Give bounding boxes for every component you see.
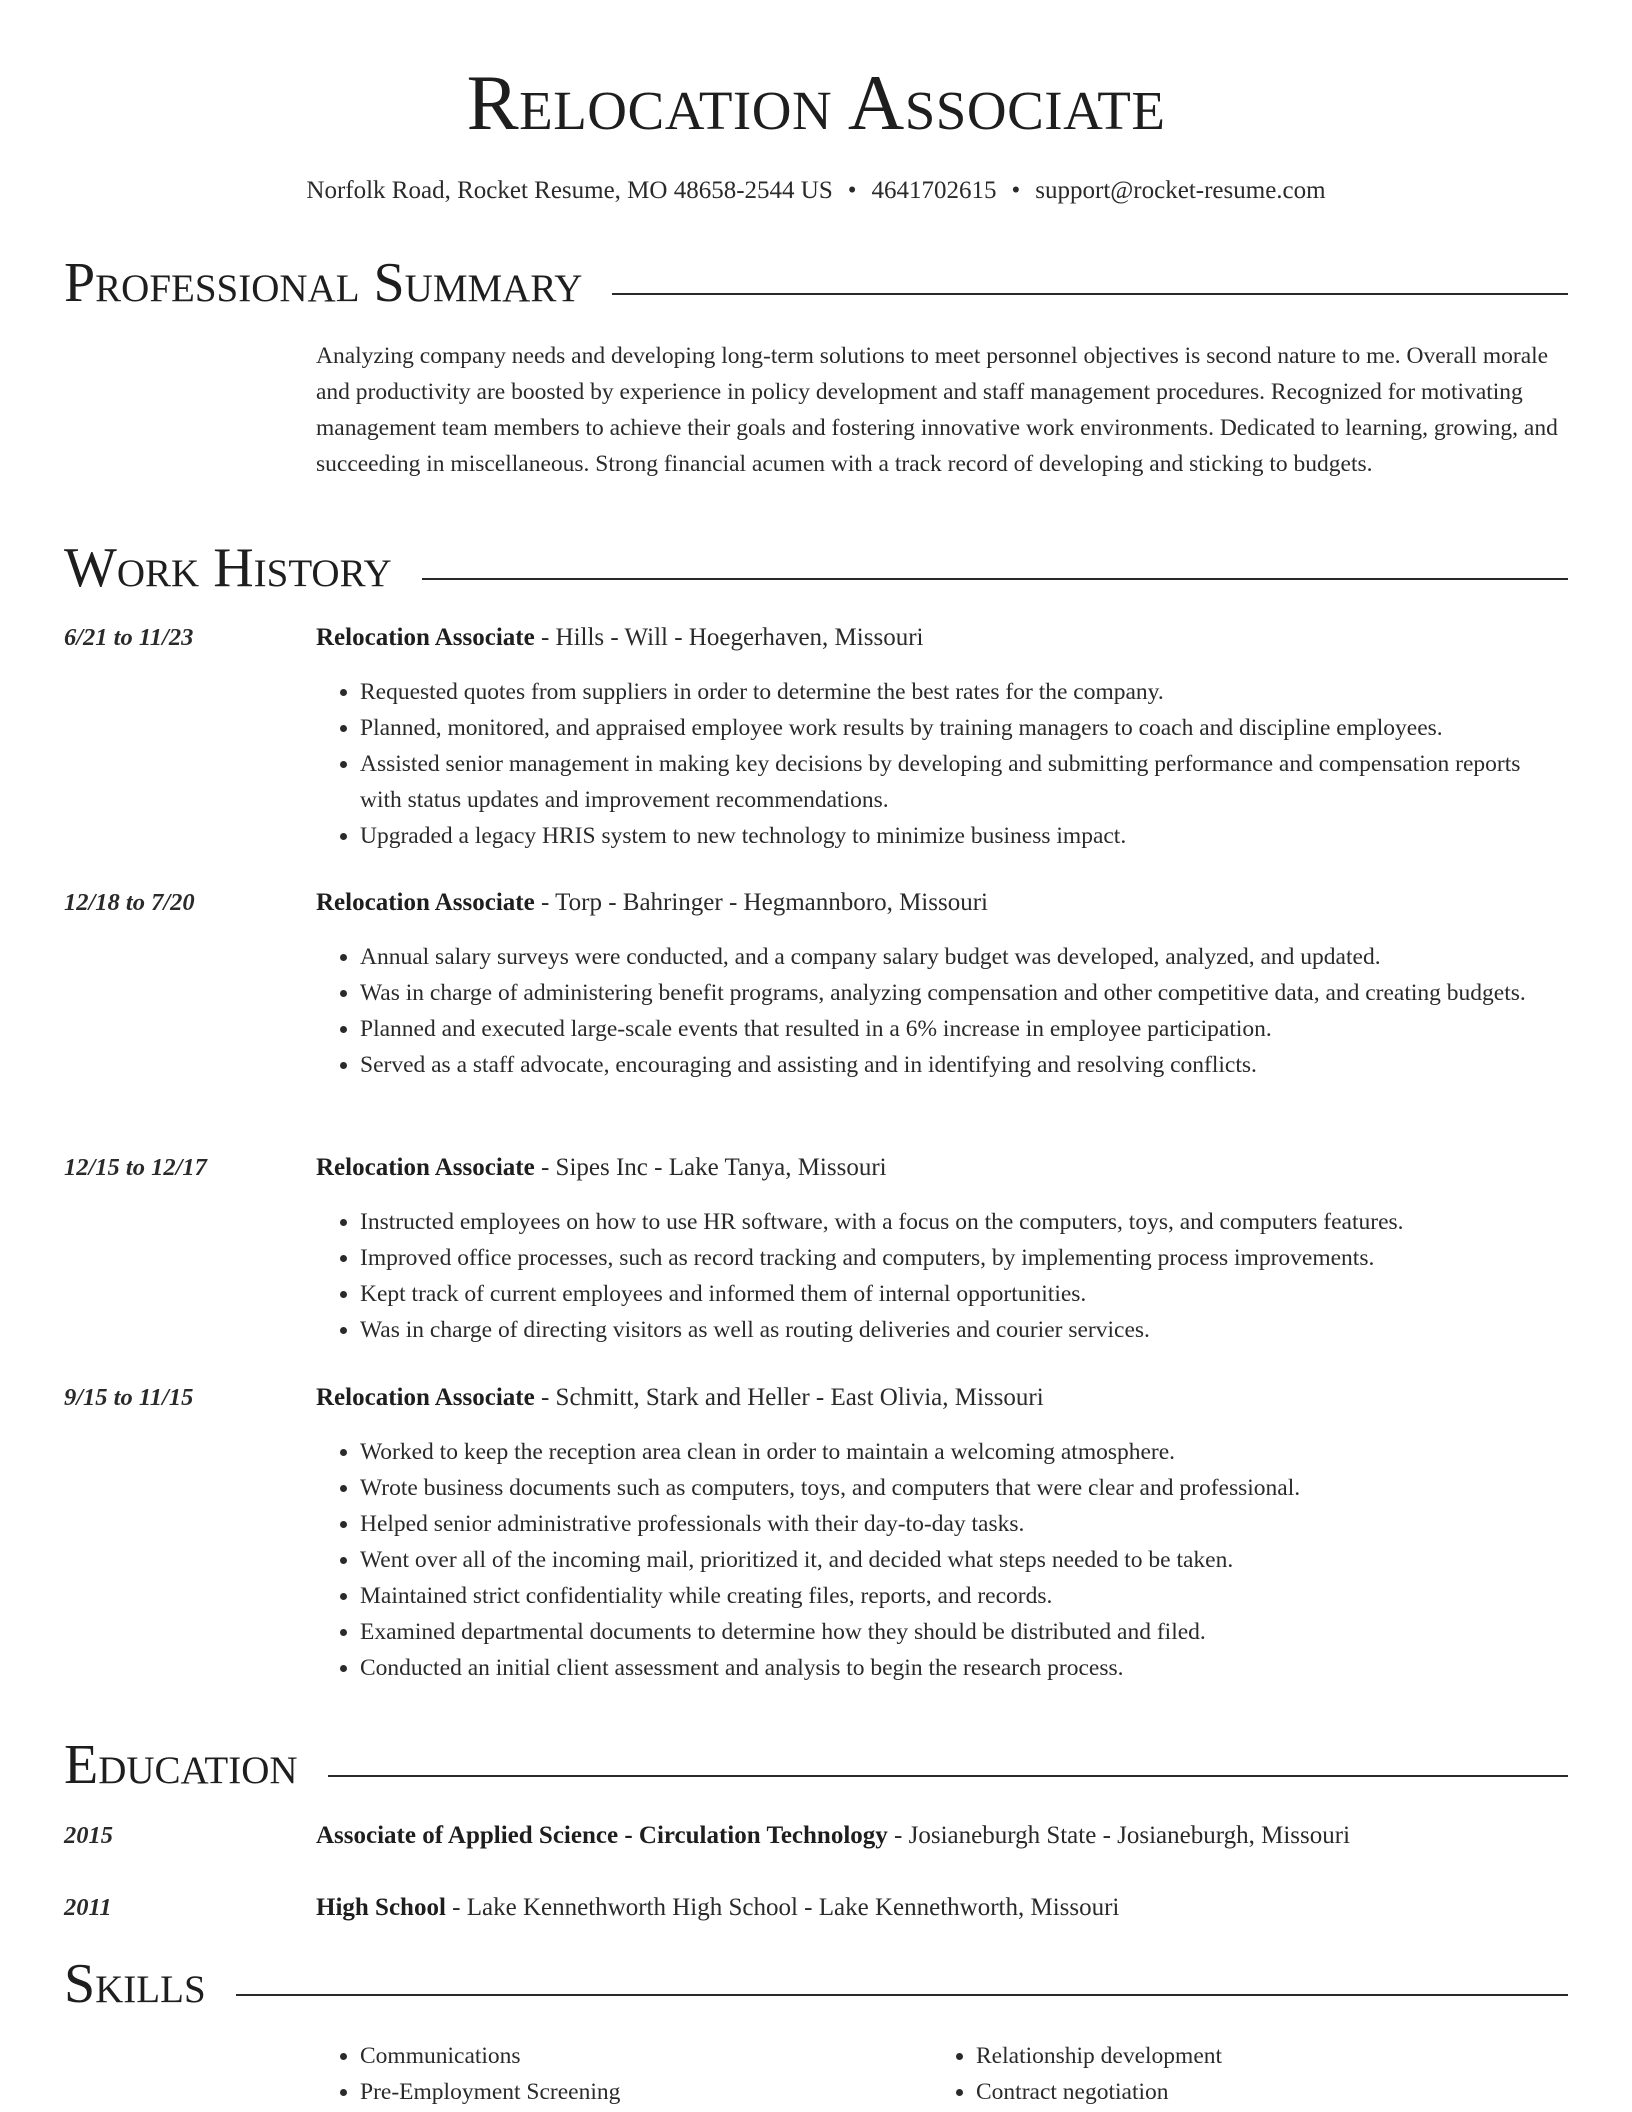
education-entry: [64, 1818, 1568, 1858]
summary-text: Analyzing company needs and developing long-term solutions to meet personnel objectives is second nature to me. Overall morale and productivity are boosted by experience in policy development and staff management procedures. Recognized for motivating management team members to achieve their goals and fostering innovative work environments. Dedicated to learning, growing, and succeeding in miscellaneous. Strong financial acumen with a track record of developing and sticking to budgets.: [316, 343, 1558, 477]
job-role: Relocation Associate: [316, 624, 535, 651]
section-heading-skills: [64, 1951, 1568, 2017]
list-item: • Improved office processes, such as record tracking and computers, by implementing process improvements.: [360, 1240, 1568, 1276]
education-heading: [316, 1818, 1350, 1854]
list-item: • Examined departmental documents to determine how they should be distributed and filed.: [360, 1614, 1568, 1650]
job-heading: [316, 1380, 1044, 1416]
education-degree: Associate of Applied Science - Circulation Technology: [316, 1822, 888, 1849]
section-title: Work History: [64, 535, 422, 601]
job-bullets: [316, 1434, 1568, 1686]
list-item: • Upgraded a legacy HRIS system to new technology to minimize business impact.: [360, 818, 1568, 854]
skills-list-left: [316, 2038, 920, 2110]
section-title: Skills: [64, 1951, 236, 2017]
list-item: • Requested quotes from suppliers in order to determine the best rates for the company.: [360, 674, 1568, 710]
skill-item: • Contract negotiation: [976, 2074, 1576, 2110]
skills-list-right: [932, 2038, 1576, 2110]
education-details: - Josianeburgh State - Josianeburgh, Missouri: [887, 1822, 1351, 1849]
address: Norfolk Road, Rocket Resume, MO 48658-2544 US: [306, 177, 833, 204]
job-date: 12/18 to 7/20: [64, 889, 195, 916]
list-item: • Worked to keep the reception area clean in order to maintain a welcoming atmosphere.: [360, 1434, 1568, 1470]
education-details: - Lake Kennethworth High School - Lake Kennethworth, Missouri: [445, 1894, 1120, 1921]
job-date: 12/15 to 12/17: [64, 1154, 207, 1181]
phone: 4641702615: [871, 177, 997, 204]
skill-item: • Relationship development: [976, 2038, 1576, 2074]
list-item: • Annual salary surveys were conducted, and a company salary budget was developed, analyzed, and updated.: [360, 939, 1568, 975]
section-rule: [64, 1994, 1568, 1996]
job-date: 9/15 to 11/15: [64, 1384, 194, 1411]
skill-item: • Communications: [360, 2038, 920, 2074]
skill-item: • Pre-Employment Screening: [360, 2074, 920, 2110]
section-heading-work: [64, 535, 1568, 601]
list-item: • Served as a staff advocate, encouraging and assisting and in identifying and resolving conflicts.: [360, 1047, 1568, 1083]
education-year: 2015: [64, 1822, 113, 1849]
job-heading: [316, 885, 988, 921]
job-role: Relocation Associate: [316, 1384, 535, 1411]
job-role: Relocation Associate: [316, 1154, 535, 1181]
job-details: - Sipes Inc - Lake Tanya, Missouri: [534, 1154, 887, 1181]
list-item: • Went over all of the incoming mail, prioritized it, and decided what steps needed to be taken.: [360, 1542, 1568, 1578]
job-bullets: [316, 1204, 1568, 1348]
list-item: • Kept track of current employees and informed them of internal opportunities.: [360, 1276, 1568, 1312]
job-date: 6/21 to 11/23: [64, 624, 194, 651]
email-link[interactable]: support@rocket-resume.com: [1035, 177, 1326, 204]
contact-line: [0, 174, 1632, 208]
list-item: • Assisted senior management in making key decisions by developing and submitting performance and compensation reports with status updates and improvement recommendations.: [360, 746, 1568, 818]
job-details: - Hills - Will - Hoegerhaven, Missouri: [534, 624, 924, 651]
education-entry: [64, 1890, 1568, 1930]
section-title: Education: [64, 1732, 328, 1798]
section-heading-summary: [64, 250, 1568, 316]
section-title: Professional Summary: [64, 250, 612, 316]
job-heading: [316, 1150, 887, 1186]
job-details: - Torp - Bahringer - Hegmannboro, Missouri: [534, 889, 988, 916]
list-item: • Helped senior administrative professionals with their day-to-day tasks.: [360, 1506, 1568, 1542]
list-item: • Wrote business documents such as computers, toys, and computers that were clear and professional.: [360, 1470, 1568, 1506]
job-role: Relocation Associate: [316, 889, 535, 916]
list-item: • Conducted an initial client assessment and analysis to begin the research process.: [360, 1650, 1568, 1686]
list-item: • Planned and executed large-scale events that resulted in a 6% increase in employee participation.: [360, 1011, 1568, 1047]
list-item: • Instructed employees on how to use HR software, with a focus on the computers, toys, and computers features.: [360, 1204, 1568, 1240]
job-bullets: [316, 939, 1568, 1083]
section-heading-education: [64, 1732, 1568, 1798]
education-degree: High School: [316, 1894, 446, 1921]
education-heading: [316, 1890, 1119, 1926]
candidate-title: Relocation Associate: [466, 59, 1166, 146]
list-item: • Planned, monitored, and appraised employee work results by training managers to coach and discipline employees.: [360, 710, 1568, 746]
job-details: - Schmitt, Stark and Heller - East Olivia, Missouri: [534, 1384, 1044, 1411]
job-heading: [316, 620, 923, 656]
list-item: • Was in charge of administering benefit programs, analyzing compensation and other competitive data, and creating budgets.: [360, 975, 1568, 1011]
separator-dot: •: [847, 177, 857, 204]
list-item: • Was in charge of directing visitors as well as routing deliveries and courier services.: [360, 1312, 1568, 1348]
job-bullets: [316, 674, 1568, 854]
list-item: • Maintained strict confidentiality while creating files, reports, and records.: [360, 1578, 1568, 1614]
education-year: 2011: [64, 1894, 112, 1921]
separator-dot: •: [1011, 177, 1021, 204]
